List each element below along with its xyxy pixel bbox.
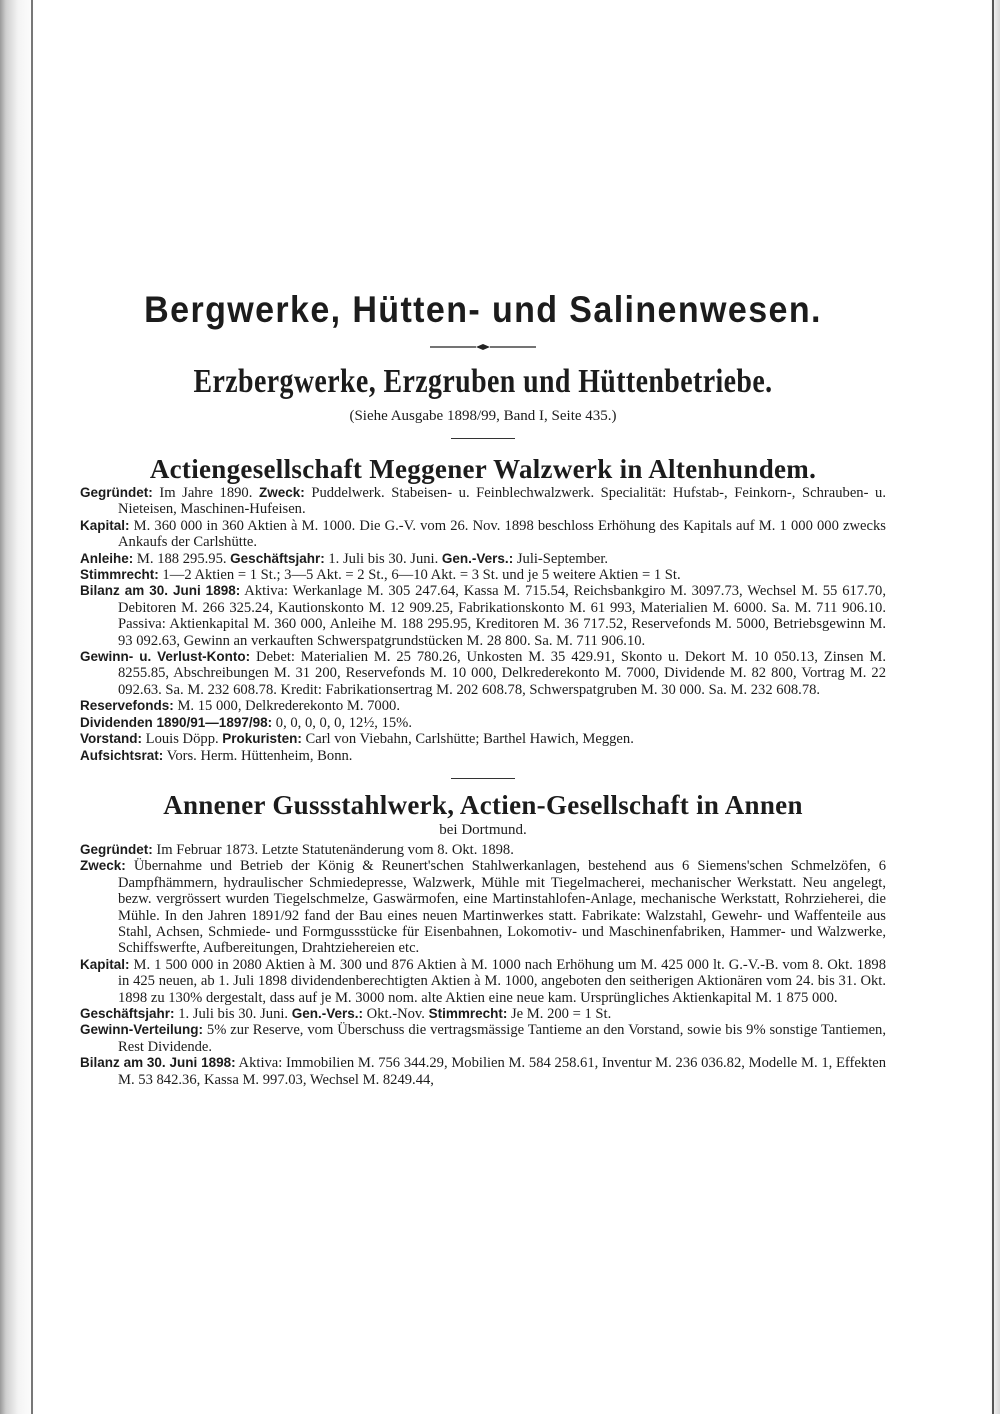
entry-text: Juli-September. — [516, 550, 609, 567]
company1-entry-reservefonds — [80, 698, 886, 714]
entry-label: Dividenden 1890/91—1897/98: — [80, 714, 273, 730]
entry-text: Debet: Materialien M. 25 780.26, Unkosten M. 35 429.91, Skonto u. Dekort M. 10 050.13, Zinsen M. 8255.85, Abschreibungen M. 31 200, Reservefonds M. 10 000, Delkrederekonto M. 7000, Dividende M. 82 800, Vortrag M. 22 092.63. Sa. M. 232 608.78. Kredit: Fabrikationsertrag M. 202 608.78, Schwerspatgruben M. 30 000. Sa. M. 232 608.78. — [118, 649, 886, 698]
entry-text: Aktiva: Immobilien M. 756 344.29, Mobilien M. 584 258.61, Inventur M. 236 036.82, Modelle M. 1, Effekten M. 53 842.36, Kassa M. 997.03, Wechsel M. 8249.44, — [118, 1055, 886, 1088]
entry-text: M. 360 000 in 360 Aktien à M. 1000. Die G.-V. vom 26. Nov. 1898 beschloss Erhöhung des Kapitals auf M. 1 000 000 zwecks Ankaufs der Carlshütte. — [118, 517, 886, 551]
company2-entry-zweck — [80, 858, 886, 956]
entry-text: Übernahme und Betrieb der König & Reunert'schen Stahlwerkanlagen, bestehend aus 6 Siemens'schen Schmelzöfen, 6 Dampfhämmern, hydraulischer Schmiedepresse, Walzwerk, Mühle mit Tiegelmacherei, mechanischer Werkstatt. Neu angelegt, bezw. vergrössert wurden Tiegelschmelze, Gaswärmofen, eine Martinstahlofen-Anlage, mechanische Werkstatt, Rohrzieherei, die Mühle. In den Jahren 1891/92 fand der Bau eines neuen Martinwerkes statt. Fabrikate: Walzstahl, Gewehr- und Waffenteile aus Stahl, Achsen, Schmiede- und Formgussstücke für Eisenbahnen, Lokomotiv- und Maschinenfabriken, Hammer- und Walzwerke, Schiffswerfte, Aufbereitungen, Drahtziehereien etc. — [118, 858, 886, 957]
entry-label: Geschäftsjahr: — [230, 550, 325, 566]
section-reference: (Siehe Ausgabe 1898/99, Band I, Seite 435.) — [349, 408, 617, 424]
company1-entry-dividenden — [80, 715, 886, 731]
entry-label: Gegründet: — [80, 485, 153, 500]
divider-rule — [451, 438, 515, 439]
entry-label: Bilanz am 30. Juni 1898: — [80, 1055, 236, 1071]
entry-text: 1—2 Aktien = 1 St.; 3—5 Akt. = 2 St., 6—10 Akt. = 3 St. und je 5 weitere Aktien = 1 St. — [162, 567, 681, 584]
entry-label: Bilanz am 30. Juni 1898: — [80, 583, 241, 599]
company1-entry-vorstand — [80, 731, 886, 747]
company1-entry-anleihe — [80, 551, 886, 567]
ornament-icon — [428, 340, 538, 354]
company2-entry-gewinn-verteilung — [80, 1022, 886, 1055]
company1-entry-gegruendet — [80, 485, 886, 518]
company2-entry-gegruendet — [80, 842, 886, 858]
entry-label: Stimmrecht: — [428, 1005, 508, 1021]
scan-right-line — [992, 0, 994, 1414]
entry-label: Prokuristen: — [222, 731, 302, 747]
entry-label: Gen.-Vers.: — [291, 1005, 364, 1021]
company1-name: Actiengesellschaft Meggener Walzwerk in Altenhundem. — [149, 454, 817, 484]
entry-label: Reservefonds: — [80, 698, 174, 714]
entry-text: Im Februar 1873. Letzte Statutenänderung vom 8. Okt. 1898. — [156, 841, 514, 858]
entry-label: Zweck: — [258, 485, 305, 500]
entry-label: Vorstand: — [80, 731, 143, 747]
entry-text: M. 188 295.95. — [136, 550, 227, 567]
entry-text: Vors. Herm. Hüttenheim, Bonn. — [166, 747, 353, 764]
company2-entry-geschaeftsjahr — [80, 1006, 886, 1022]
entry-text: Je M. 200 = 1 St. — [510, 1005, 612, 1022]
company2-entry-kapital — [80, 957, 886, 1006]
entry-label: Gen.-Vers.: — [441, 550, 514, 566]
company2-entry-bilanz — [80, 1055, 886, 1088]
main-title: Bergwerke, Hütten- und Salinenwesen. — [144, 289, 822, 330]
entry-text: Carl von Viebahn, Carlshütte; Barthel Hawich, Meggen. — [305, 731, 634, 748]
company1-entry-gewinn-verlust — [80, 649, 886, 698]
entry-label: Anleihe: — [80, 550, 134, 566]
entry-text: M. 1 500 000 in 2080 Aktien à M. 300 und 876 Aktien à M. 1000 nach Erhöhung um M. 425 000 lt. G.-V.-B. vom 8. Okt. 1898 in 425 neuen, ab 1. Juli 1898 dividendenberechtigten Aktien à M. 1000, angeboten den seitherigen Aktionären vom 24. bis 31. Okt. 1898 zu 130% dergestalt, dass auf je M. 3000 nom. alte Aktien eine neue kam. Ursprüngliches Aktienkapital M. 1 875 000. — [118, 956, 886, 1006]
entry-label: Aufsichtsrat: — [80, 747, 164, 763]
entry-label: Zweck: — [80, 858, 126, 874]
entry-label: Gewinn- u. Verlust-Konto: — [80, 649, 251, 665]
entry-text: 0, 0, 0, 0, 0, 12½, 15%. — [275, 714, 412, 731]
entry-label: Geschäftsjahr: — [80, 1005, 175, 1021]
company2-name: Annener Gussstahlwerk, Actien-Gesellschaft in Annen — [163, 789, 803, 820]
scan-binding-line — [31, 0, 33, 1414]
entry-text: Aktiva: Werkanlage M. 305 247.64, Kassa M. 715.54, Reichsbankgiro M. 3097.73, Wechsel M. 55 617.70, Debitoren M. 266 325.24, Kautionskonto M. 12 909.25, Fabrikationskonto M. 61 993, Materialien M. 6000. Sa. M. 711 906.10. Passiva: Aktienkapital M. 360 000, Anleihe M. 188 295.95, Kreditoren M. 36 717.52, Reservefonds M. 5000, Betriebsgewinn M. 93 092.63, Gewinn an verkauften Schwerspatgrundstücken M. 28 800. Sa. M. 711 906.10. — [118, 583, 886, 649]
entry-label: Gegründet: — [80, 841, 153, 857]
page-content — [80, 288, 886, 1088]
entry-text: Puddelwerk. Stabeisen- u. Feinblechwalzwerk. Specialität: Hufstab-, Feinkorn-, Schrauben- u. Nieteisen, Maschinen-Hufeisen. — [118, 485, 886, 518]
company1-entry-kapital — [80, 518, 886, 551]
section-title: Erzbergwerke, Erzgruben und Hüttenbetriebe. — [193, 363, 773, 400]
entry-text: 1. Juli bis 30. Juni. — [328, 550, 439, 567]
entry-label: Kapital: — [80, 956, 130, 972]
entry-text: Okt.-Nov. — [366, 1005, 425, 1022]
divider-rule — [451, 778, 515, 779]
ornament-divider — [80, 340, 886, 354]
entry-text: 1. Juli bis 30. Juni. — [178, 1005, 289, 1022]
company1-entries — [80, 485, 886, 764]
entry-text: Im Jahre 1890. — [159, 485, 253, 501]
company1-entry-aufsichtsrat — [80, 748, 886, 764]
entry-label: Kapital: — [80, 517, 130, 533]
entry-label: Stimmrecht: — [80, 567, 159, 583]
entry-text: Louis Döpp. — [145, 731, 219, 748]
company1-entry-stimmrecht — [80, 567, 886, 583]
entry-label: Gewinn-Verteilung: — [80, 1022, 204, 1038]
company1-entry-bilanz — [80, 583, 886, 649]
entry-text: M. 15 000, Delkrederekonto M. 7000. — [177, 698, 400, 715]
company2-entries — [80, 842, 886, 1088]
company2-subtitle: bei Dortmund. — [439, 821, 527, 838]
entry-text: 5% zur Reserve, vom Überschuss die vertragsmässige Tantieme an den Vorstand, sowie bis 9% sonstige Tantiemen, Rest Dividende. — [118, 1022, 887, 1055]
